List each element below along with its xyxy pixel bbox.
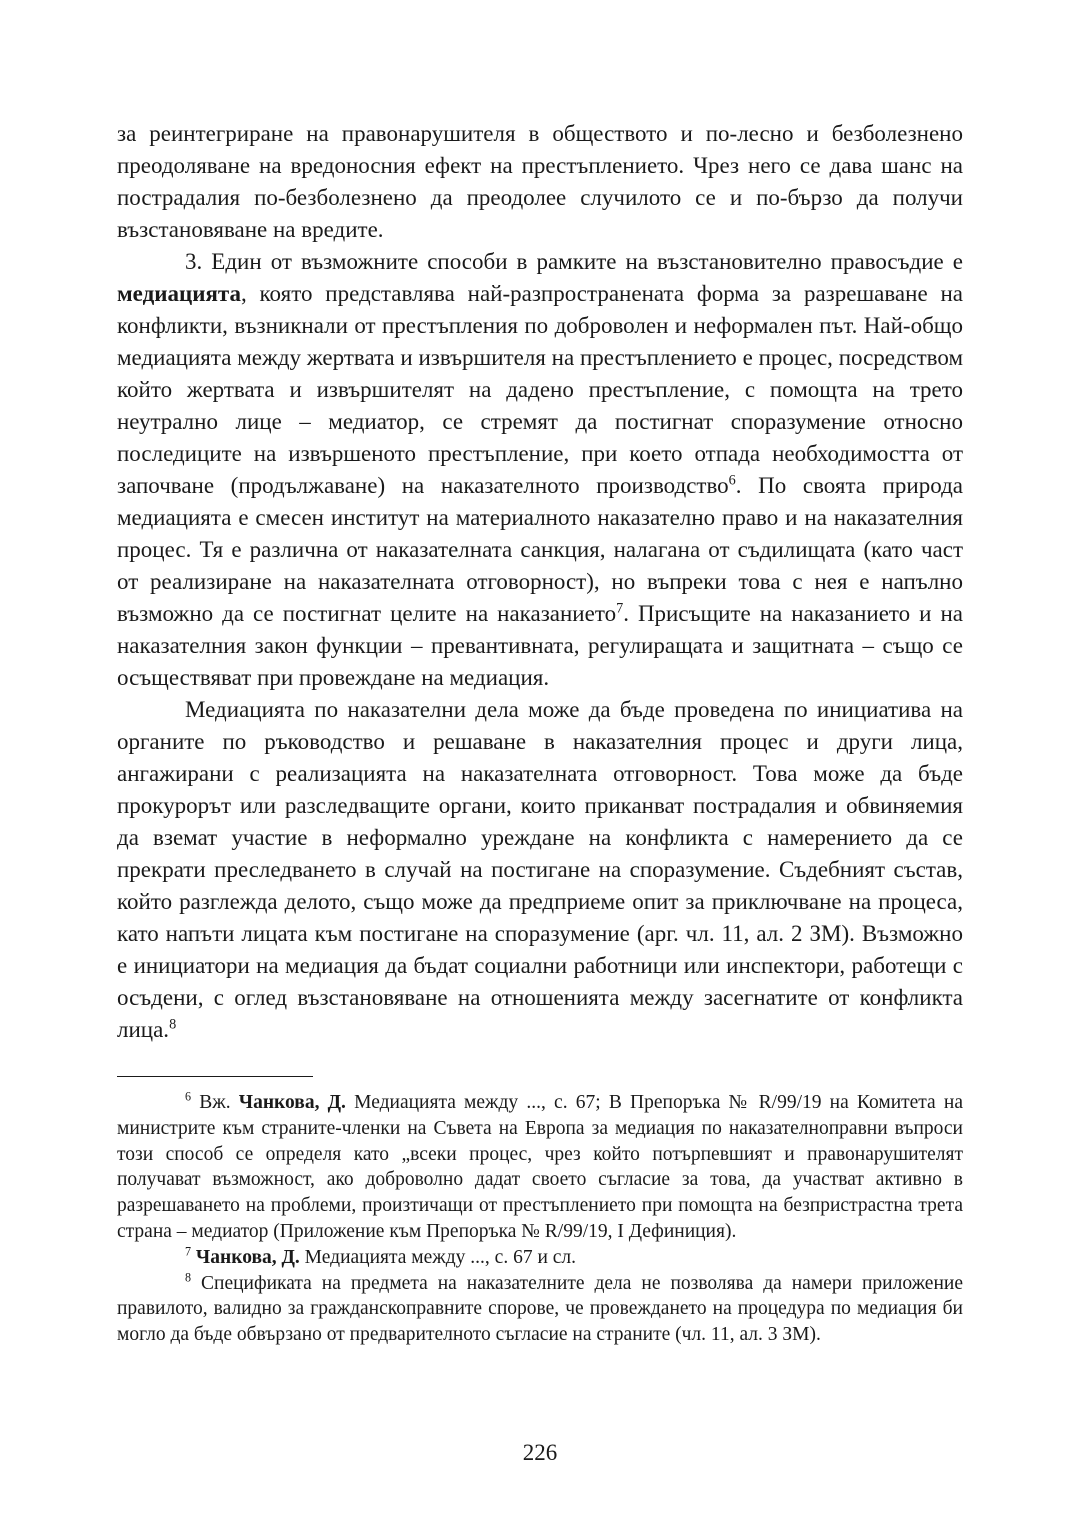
footnote-7-author: Чанкова, Д.	[195, 1246, 300, 1268]
footnote-6	[117, 1090, 963, 1245]
footnote-7	[117, 1245, 963, 1271]
paragraph-2-end: . Присъщите на наказанието и на наказателния закон функции – превантивната, регулиращата и защитната – също се осъществяват при провеждане на медиация.	[117, 601, 964, 690]
footnotes	[117, 1090, 963, 1348]
footnote-6-text: Медиацията между ..., с. 67; В Препоръка № R/99/19 на Комитета на министрите към страните-членки на Съвета на Европа за медиация по наказателноправни въпроси този способ се определя като „всеки процес, чрез който потърпевшият и правонарушителят получават възможност, ако доброволно дадат своето съгласие за това, да участват активно в разрешаването на проблеми, произтичащи от престъплението при помощта на безпристрастна трета страна – медиатор (Приложение към Препоръка № R/99/19, I Дефиниция).	[117, 1092, 963, 1242]
footnote-6-number: 6	[185, 1089, 192, 1104]
footnote-7-number: 7	[185, 1244, 192, 1259]
term-mediation: медиацията	[117, 281, 241, 306]
footnote-6-prefix: Вж.	[191, 1092, 239, 1113]
paragraph-2	[117, 246, 963, 694]
footnote-divider	[117, 1076, 313, 1077]
footnote-ref-8[interactable]: 8	[169, 1016, 177, 1033]
page-number: 226	[522, 1440, 558, 1465]
paragraph-3	[117, 694, 963, 1046]
footnote-6-author: Чанкова, Д.	[238, 1092, 346, 1113]
paragraph-3-text: Медиацията по наказателни дела може да бъде проведена по инициатива на органите по ръководство и решаване в наказателния процес и други лица, ангажирани с реализацията на наказателната отговорност. Това може да бъде прокурорът или разследващите органи, които приканват пострадалия и обвиняемия да вземат участие в неформално уреждане на конфликта с намерението да се прекрати преследването в случай на постигане на споразумение. Съдебният състав, който разглежда делото, също може да предприеме опит за приключване на процеса, като напъти лицата към постигане на споразумение (арг. чл. 11, ал. 2 ЗМ). Възможно е инициатори на медиация да бъдат социални работници или инспектори, работещи с осъдени, с оглед възстановяване на отношенията между засегнатите от конфликта лица.	[117, 697, 963, 1042]
footnote-8-text: Спецификата на предмета на наказателните дела не позволява да намери приложение правилото, валидно за гражданскоправните спорове, че провеждането на процедура по медиация би могло да бъде обвързано от предварителното съгласие на страните (чл. 11, ал. 3 ЗМ).	[117, 1272, 963, 1346]
paragraph-1: за реинтегриране на правонарушителя в обществото и по-лесно и безболезнено преодоляване на вредоносния ефект на престъплението. Чрез него се дава шанс на пострадалия по-безболезнено да преодолее случилото се и по-бързо да получи възстановяване на вредите.	[117, 121, 963, 242]
footnote-7-text: Медиацията между ..., с. 67 и сл.	[299, 1246, 577, 1268]
footnote-ref-7[interactable]: 7	[616, 600, 624, 617]
footnote-ref-6[interactable]: 6	[728, 472, 736, 489]
paragraph-2-start: 3. Един от възможните способи в рамките на възстановително правосъдие е	[185, 249, 963, 274]
main-text	[117, 118, 963, 1046]
paragraph-2-middle: , която представлява най-разпространената форма за разрешаване на конфликти, възникнали от престъпления по доброволен и неформален път. Най-общо медиацията между жертвата и извършителя на престъплението е процес, посредством който жертвата и извършителят на дадено престъпление, с помощта на трето неутрално лице – медиатор, се стремят да постигнат споразумение относно последиците на извършеното престъпление, при което отпада необходимостта от започване (продължаване) на наказателното производство	[117, 281, 963, 498]
footnote-8-number: 8	[185, 1270, 192, 1285]
page-content	[117, 118, 963, 1348]
paragraph-2-middle-2: . По своята природа медиацията е смесен институт на материалното наказателно право и на наказателния процес. Тя е различна от наказателната санкция, налагана от съдилищата (като част от реализиране на наказателната отговорност), но въпреки това с нея е напълно възможно да се постигнат целите на наказанието	[117, 473, 963, 626]
footnote-8	[117, 1271, 963, 1348]
